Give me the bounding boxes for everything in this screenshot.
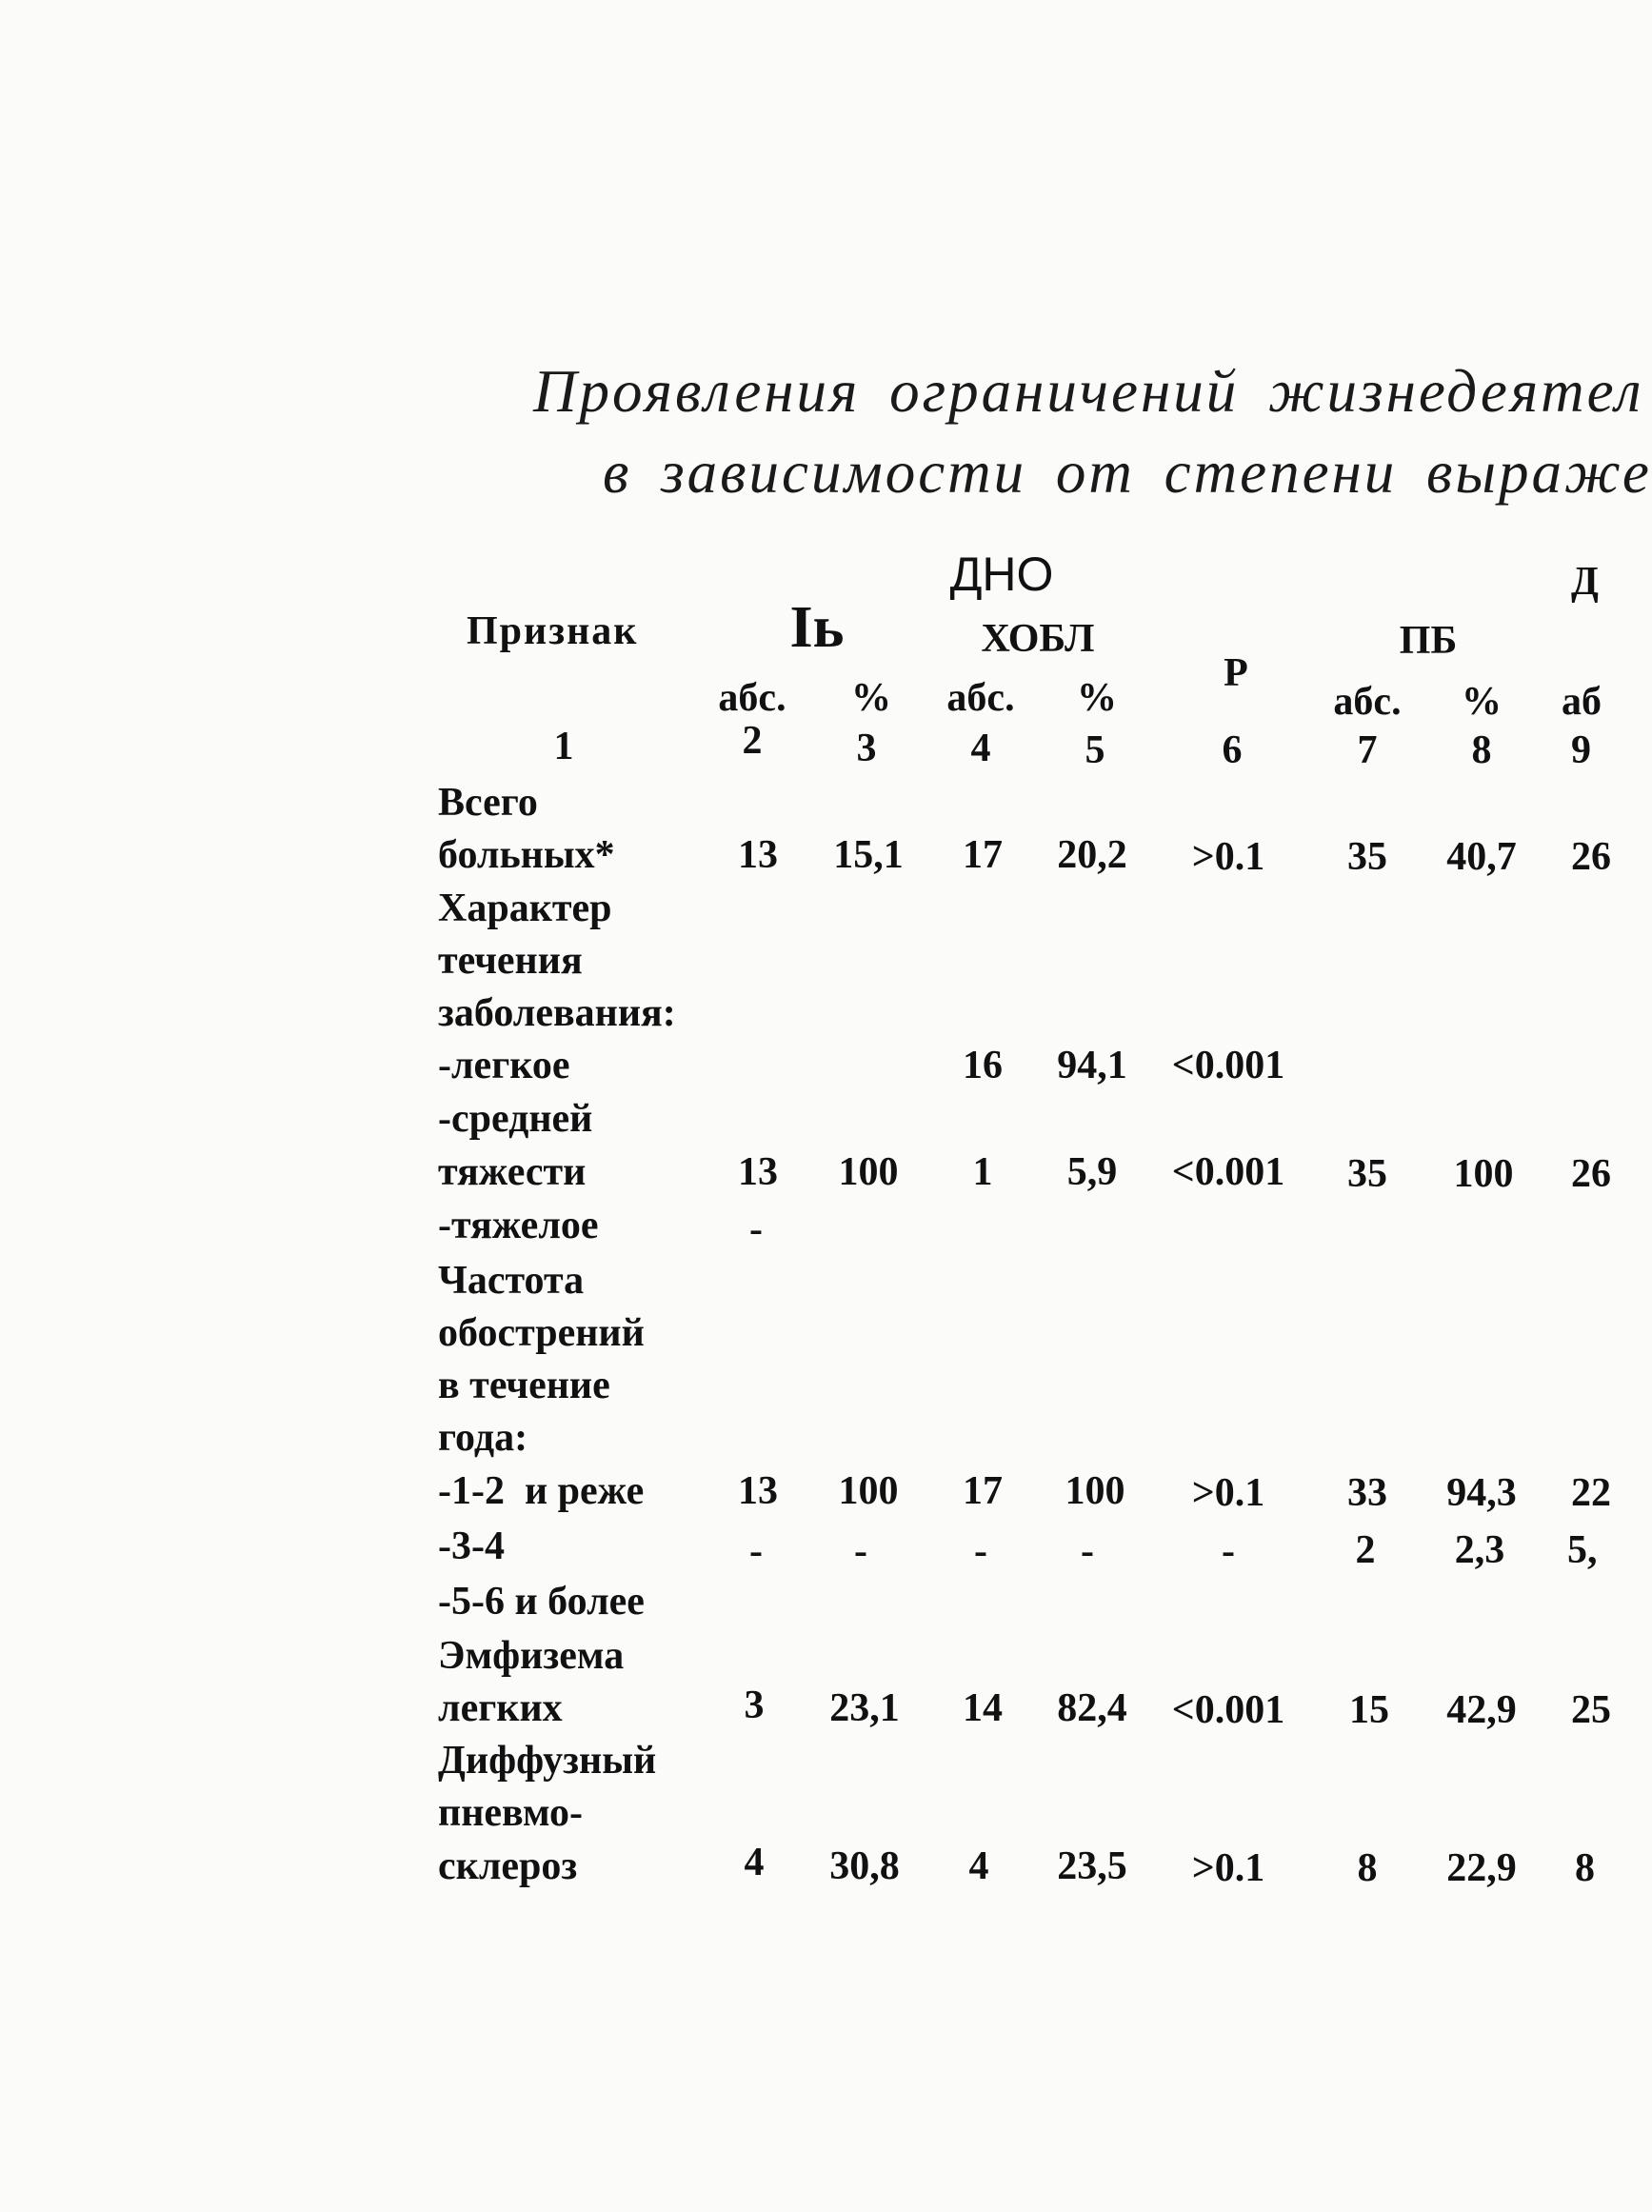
table-cell: 25	[1571, 1688, 1611, 1732]
col-number: 2	[742, 719, 763, 763]
table-cell: 15,1	[833, 833, 904, 877]
col-number: 1	[553, 725, 574, 768]
table-cell: 35	[1347, 1152, 1387, 1196]
col-number: 5	[1085, 728, 1105, 772]
row-label: -тяжелое	[438, 1204, 599, 1247]
header-sub-abs-1: абс.	[718, 676, 786, 720]
table-cell: -	[974, 1529, 987, 1573]
row-label: обострений	[438, 1311, 645, 1355]
row-label: пневмо-	[438, 1791, 584, 1835]
header-sub-pct-1: %	[851, 676, 891, 720]
table-cell: 8	[1357, 1846, 1378, 1890]
header-group-ib: Іь	[789, 595, 845, 660]
table-cell: 2,3	[1454, 1528, 1505, 1572]
header-sub-abs-partial: аб	[1562, 680, 1602, 724]
table-cell: -	[749, 1207, 763, 1251]
row-label: тяжести	[438, 1150, 587, 1194]
header-sub-abs-3: абс.	[1333, 680, 1402, 724]
header-feature-label: Признак	[467, 609, 639, 653]
table-cell: 33	[1347, 1471, 1387, 1515]
header-group-dno: ДНО	[949, 548, 1054, 601]
table-cell: 17	[963, 833, 1003, 877]
table-cell: -	[854, 1529, 867, 1573]
table-cell: 13	[738, 833, 778, 877]
table-cell: <0.001	[1171, 1688, 1285, 1732]
row-label: склероз	[438, 1844, 578, 1888]
table-cell: 2	[1355, 1528, 1376, 1572]
table-cell: 30,8	[829, 1844, 900, 1888]
table-cell: 100	[1453, 1152, 1514, 1196]
table-cell: 26	[1571, 835, 1611, 879]
table-cell: 16	[963, 1044, 1003, 1087]
table-cell: -	[749, 1529, 763, 1573]
table-cell: 42,9	[1446, 1688, 1517, 1732]
table-cell: <0.001	[1171, 1044, 1285, 1087]
table-cell: 26	[1571, 1152, 1611, 1196]
table-cell: 4	[744, 1841, 765, 1884]
col-number: 8	[1471, 728, 1492, 772]
row-label: -легкое	[438, 1044, 570, 1087]
header-group-right-partial: Д	[1571, 560, 1599, 604]
table-cell: 13	[738, 1150, 778, 1194]
row-label: легких	[438, 1686, 563, 1730]
table-cell: 5,9	[1066, 1150, 1118, 1194]
row-label: Эмфизема	[438, 1634, 625, 1678]
row-label: -5-6 и более	[438, 1580, 645, 1624]
table-cell: -	[1222, 1529, 1235, 1573]
col-number: 3	[856, 727, 877, 770]
col-number: 6	[1222, 728, 1243, 772]
row-label: -3-4	[438, 1524, 505, 1568]
table-cell: -	[1081, 1529, 1094, 1573]
header-sub-pct-2: %	[1077, 676, 1117, 720]
table-cell: >0.1	[1191, 1846, 1265, 1890]
row-label: года:	[438, 1416, 528, 1460]
row-label: в течение	[438, 1364, 610, 1407]
row-label: Всего	[438, 781, 538, 825]
row-label: больных*	[438, 833, 615, 877]
row-label: Частота	[438, 1259, 585, 1303]
title-line-1: Проявления ограничений жизнедеятел	[533, 358, 1644, 425]
header-group-pb: ПБ	[1399, 619, 1458, 663]
row-label: -средней	[438, 1097, 593, 1141]
row-label: Характер	[438, 887, 612, 930]
table-cell: 23,5	[1057, 1844, 1127, 1888]
table-cell: 14	[963, 1686, 1003, 1730]
header-sub-pct-3: %	[1462, 680, 1502, 724]
table-cell: <0.001	[1171, 1150, 1285, 1194]
table-cell: 13	[738, 1469, 778, 1513]
table-cell: 94,3	[1446, 1471, 1517, 1515]
col-number: 4	[970, 727, 991, 770]
table-cell: >0.1	[1191, 835, 1265, 879]
table-cell: 4	[968, 1844, 989, 1888]
table-cell: 20,2	[1057, 833, 1127, 877]
table-cell: 22	[1571, 1471, 1611, 1515]
table-cell: 40,7	[1446, 835, 1517, 879]
col-number: 9	[1571, 728, 1591, 772]
table-cell: 82,4	[1057, 1686, 1127, 1730]
table-cell: 100	[838, 1150, 899, 1194]
table-cell: >0.1	[1191, 1471, 1265, 1515]
table-cell: 15	[1349, 1688, 1389, 1732]
row-label: течения	[438, 939, 583, 983]
table-cell: 5,	[1567, 1528, 1598, 1572]
header-p-label: Р	[1224, 651, 1248, 695]
table-cell: 100	[1065, 1469, 1125, 1513]
table-cell: 17	[963, 1469, 1003, 1513]
table-cell: 100	[838, 1469, 899, 1513]
table-cell: 94,1	[1057, 1044, 1127, 1087]
header-sub-abs-2: абс.	[946, 676, 1015, 720]
header-group-hobl: ХОБЛ	[981, 617, 1095, 661]
table-cell: 3	[744, 1684, 765, 1727]
table-cell: 23,1	[829, 1686, 900, 1730]
col-number: 7	[1357, 728, 1378, 772]
table-cell: 35	[1347, 835, 1387, 879]
row-label: Диффузный	[438, 1739, 657, 1783]
table-cell: 8	[1575, 1846, 1595, 1890]
row-label: заболевания:	[438, 991, 676, 1035]
title-line-2: в зависимости от степени выраже	[603, 439, 1652, 506]
row-label: -1-2 и реже	[438, 1469, 645, 1513]
table-cell: 1	[972, 1150, 993, 1194]
table-cell: 22,9	[1446, 1846, 1517, 1890]
